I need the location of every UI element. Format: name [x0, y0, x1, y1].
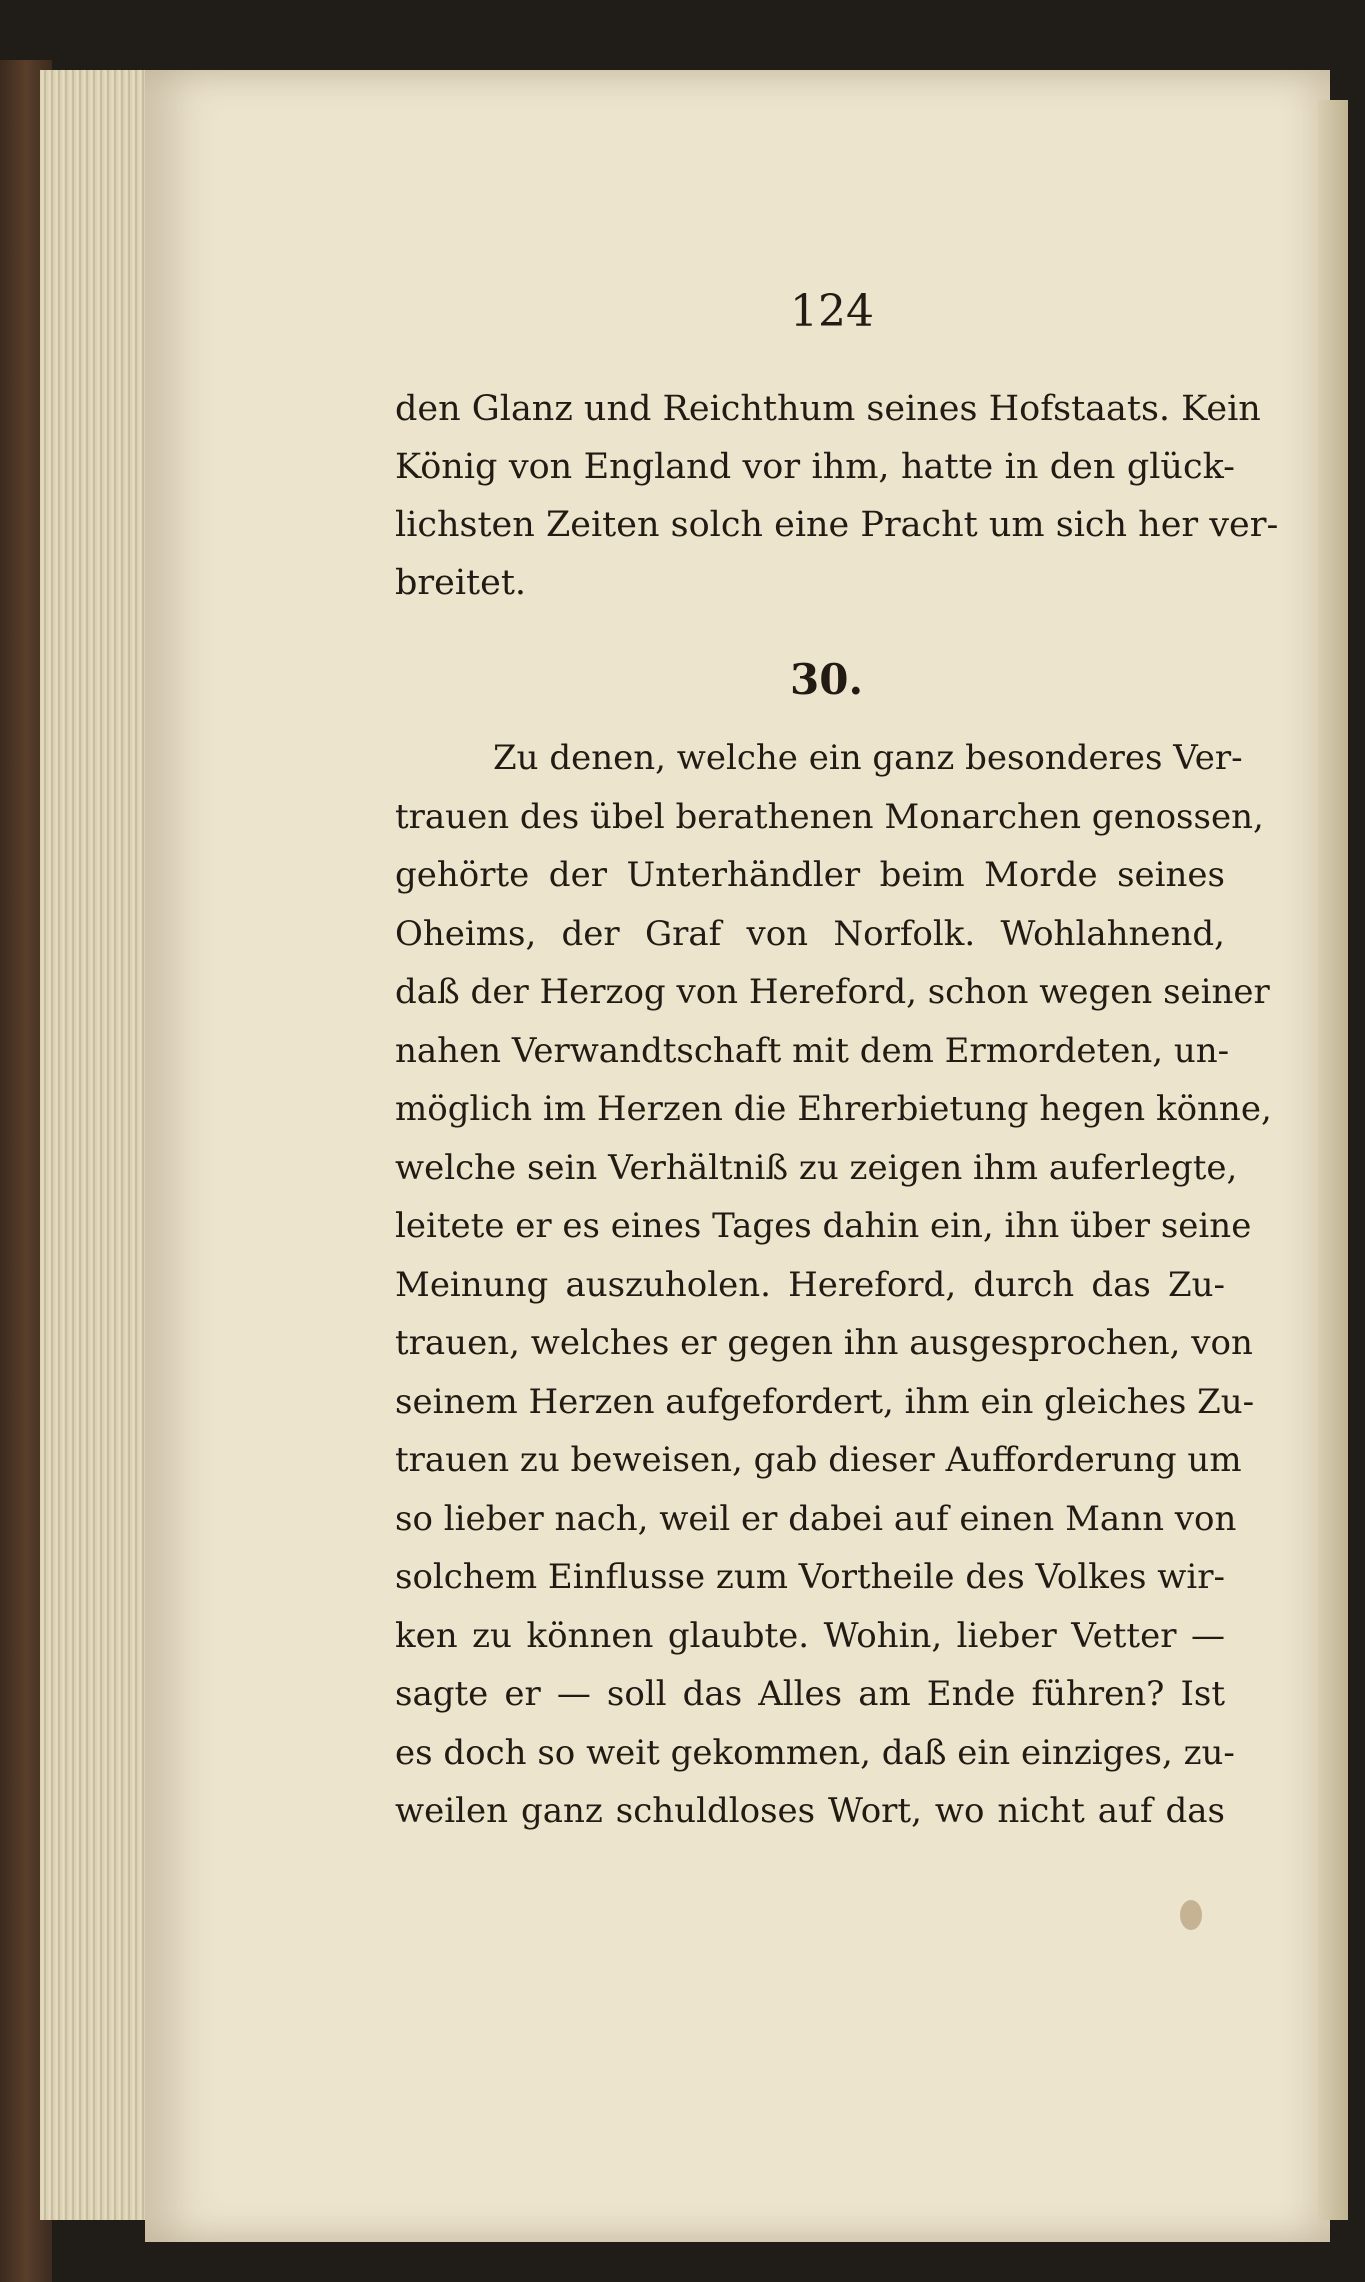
page-number: 124 — [790, 286, 874, 337]
page-stack-edges — [40, 70, 152, 2220]
text-line: trauen des übel berathenen Monarchen genossen, — [395, 796, 1264, 837]
text-line: möglich im Herzen die Ehrerbietung hegen könne, — [395, 1089, 1272, 1129]
facing-page-edge — [1318, 100, 1348, 2220]
text-line: nahen Verwandtschaft mit dem Ermordeten, un- — [395, 1030, 1230, 1071]
text-line: es doch so weit gekommen, daß ein einziges, zu- — [395, 1732, 1235, 1773]
text-line: welche sein Verhältniß zu zeigen ihm auferlegte, — [395, 1147, 1238, 1188]
section-body — [395, 729, 1272, 1841]
text-line: trauen, welches er gegen ihn ausgesprochen, von — [395, 1323, 1253, 1363]
text-line: Meinung auszuholen. Hereford, durch das Zu- — [395, 1264, 1225, 1305]
text-line: ken zu können glaubte. Wohin, lieber Vetter — — [395, 1615, 1225, 1656]
text-line: König von England vor ihm, hatte in den glück- — [395, 447, 1235, 487]
paper-stain — [1180, 1900, 1202, 1930]
top-paragraph — [395, 380, 1279, 612]
section-number: 30. — [790, 655, 864, 704]
text-line: sagte er — soll das Alles am Ende führen? Ist — [395, 1674, 1225, 1714]
text-line: breitet. — [395, 563, 527, 603]
text-line: so lieber nach, weil er dabei auf einen Mann von — [395, 1498, 1237, 1539]
text-line: leitete er es eines Tages dahin ein, ihn über seine — [395, 1206, 1252, 1246]
text-line: trauen zu beweisen, gab dieser Aufforderung um — [395, 1440, 1242, 1480]
text-line: solchem Einflusse zum Vortheile des Volkes wir- — [395, 1557, 1225, 1597]
text-line: gehörte der Unterhändler beim Morde seines — [395, 855, 1225, 895]
text-line: daß der Herzog von Hereford, schon wegen seiner — [395, 972, 1270, 1012]
text-line: den Glanz und Reichthum seines Hofstaats. Kein — [395, 389, 1261, 429]
text-line: Oheims, der Graf von Norfolk. Wohlahnend, — [395, 913, 1225, 954]
text-line: Zu denen, welche ein ganz besonderes Ver- — [493, 738, 1243, 778]
text-line: lichsten Zeiten solch eine Pracht um sich her ver- — [395, 505, 1279, 545]
text-line: seinem Herzen aufgefordert, ihm ein gleiches Zu- — [395, 1381, 1255, 1422]
text-line: weilen ganz schuldloses Wort, wo nicht auf das — [395, 1791, 1225, 1831]
